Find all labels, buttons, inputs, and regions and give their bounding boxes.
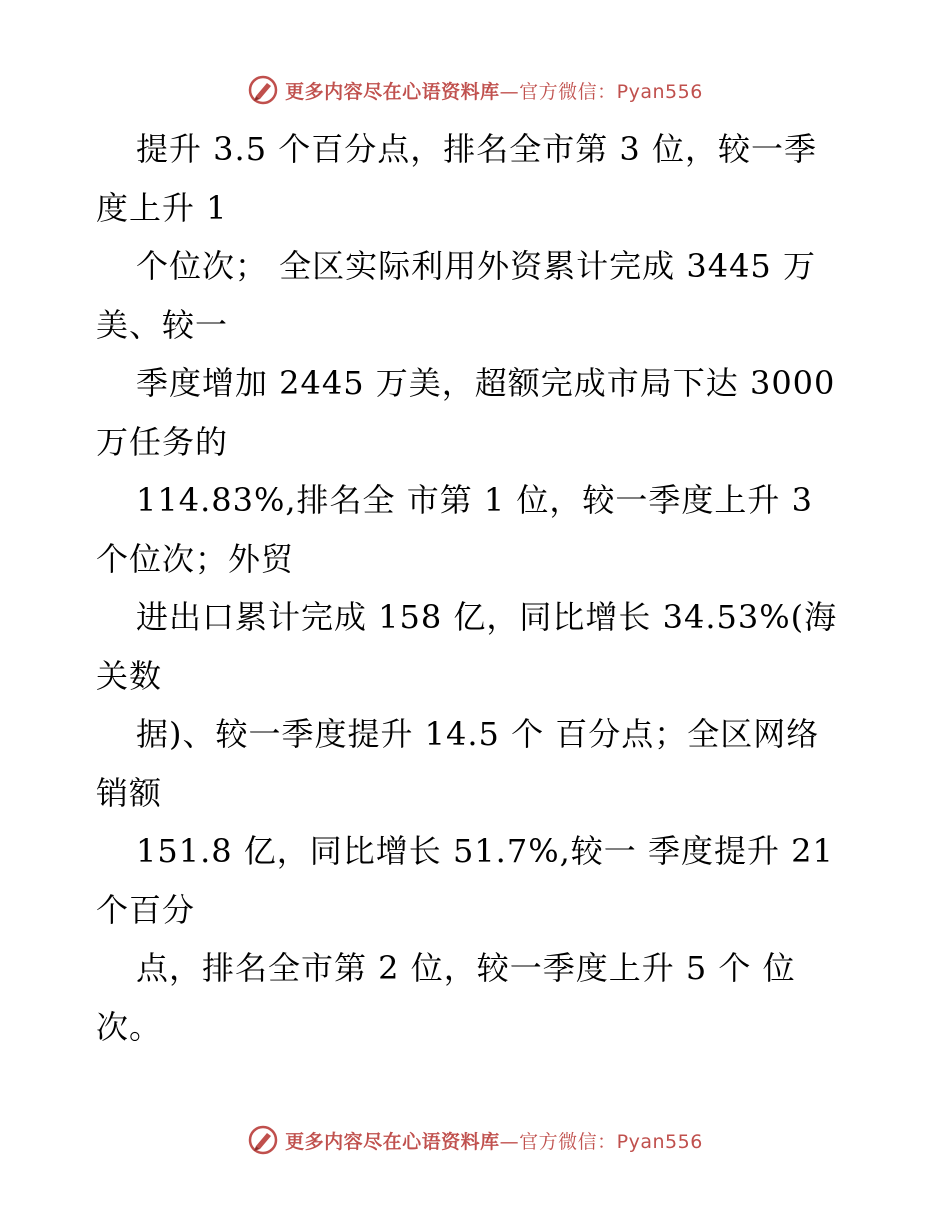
document-body: [96, 120, 886, 1056]
body-line: 提升 3.5 个百分点，排名全市第 3 位，较一季: [136, 130, 817, 168]
footer-text-main: 更多内容尽在心语资料库: [285, 1130, 500, 1153]
body-line: 次。: [96, 1007, 163, 1046]
header-text: [285, 77, 703, 104]
pen-logo-icon: [247, 1124, 279, 1156]
body-line: 个位次； 全区实际利用外资累计完成 3445 万: [136, 247, 816, 285]
header-text-main: 更多内容尽在心语资料库: [285, 80, 500, 103]
body-line: 万任务的: [96, 422, 229, 461]
footer-text-tail: 官方微信：Pyan556: [519, 1130, 703, 1153]
body-line: 点，排名全市第 2 位，较一季度上升 5 个 位: [136, 949, 796, 987]
footer-banner: [0, 1120, 950, 1160]
body-line: 度上升 1: [96, 188, 228, 227]
footer-text: [285, 1127, 703, 1154]
body-line: 销额: [96, 773, 163, 812]
body-line: 个位次；外贸: [96, 539, 295, 578]
body-line: 进出口累计完成 158 亿，同比增长 34.53%(海: [136, 598, 838, 636]
header-text-tail: 官方微信：Pyan556: [519, 80, 703, 103]
body-line: 151.8 亿，同比增长 51.7%,较一 季度提升 21: [136, 832, 834, 870]
body-line: 关数: [96, 656, 163, 695]
body-line: 个百分: [96, 890, 196, 929]
body-line: 美、较一: [96, 305, 229, 344]
footer-text-dash: —: [499, 1130, 520, 1153]
body-line: 据)、较一季度提升 14.5 个 百分点；全区网络: [136, 715, 820, 753]
pen-logo-icon: [247, 74, 279, 106]
body-line: 114.83%,排名全 市第 1 位，较一季度上升 3: [136, 481, 813, 519]
body-line: 季度增加 2445 万美，超额完成市局下达 3000: [136, 364, 836, 402]
header-text-dash: —: [499, 80, 520, 103]
header-banner: [0, 70, 950, 110]
